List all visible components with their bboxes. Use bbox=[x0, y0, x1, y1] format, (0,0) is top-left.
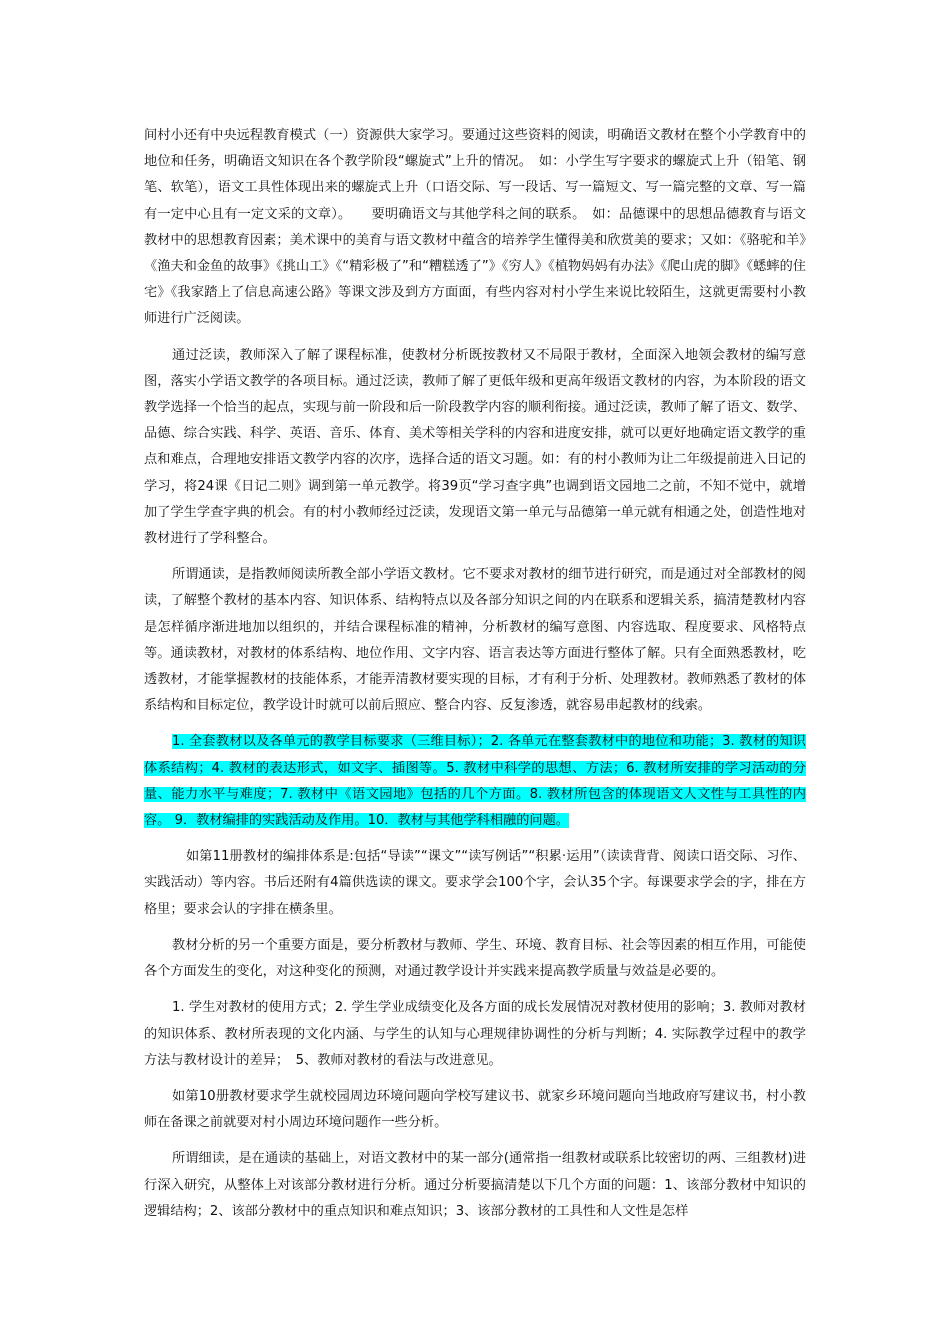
paragraph-book-11-example: 如第11册教材的编排体系是:包括“导读”“课文”“读写例话”“积累·运用”（读读背背、阅读口语交际、习作、实践活动）等内容。书后还附有4篇供选读的课文。要求学会100个字，会认35个字。每课要求学会的字，排在方格里；要求会认的字排在横条里。 bbox=[144, 849, 806, 917]
paragraph-extensive-reading: 通过泛读，教师深入了解了课程标准，使教材分析既按教材又不局限于教材，全面深入地领会教材的编写意图，落实小学语文教学的各项目标。通过泛读，教师了解了更低年级和更高年级语文教材的内容，为本阶段的语文教学选择一个恰当的起点，实现与前一阶段和后一阶段教学内容的顺利衔接。通过泛读，教师了解了语文、数学、品德、综合实践、科学、英语、音乐、体育、美术等相关学科的内容和进度安排，就可以更好地确定语文教学的重点和难点，合理地安排语文教学内容的次序，选择合适的语文习题。如：有的村小教师为让二年级提前进入日记的学习，将24课《日记二则》调到第一单元教学。将39页“学习查字典”也调到语文园地二之前，不知不觉中，就增加了学生学查字典的机会。有的村小教师经过泛读，发现语文第一单元与品德第一单元就有相通之处，创造性地对教材进行了学科整合。 bbox=[144, 347, 806, 547]
document-page bbox=[144, 123, 806, 1235]
paragraph-numbered-factors: 1. 学生对教材的使用方式；2. 学生学业成绩变化及各方面的成长发展情况对教材使用的影响；3. 教师对教材的知识体系、教材所表现的文化内涵、与学生的认知与心理规律协调性的分析与判断；4. 实际教学过程中的教学方法与教材设计的差异； 5、教师对教材的看法与改进意见。 bbox=[144, 1000, 806, 1068]
paragraph-close-reading: 所谓细读，是在通读的基础上，对语文教材中的某一部分(通常指一组教材或联系比较密切的两、三组教材)进行深入研究，从整体上对该部分教材进行分析。通过分析要搞清楚以下几个方面的问题：1、该部分教材中知识的逻辑结构；2、该部分教材中的重点知识和难点知识；3、该部分教材的工具性和人文性是怎样 bbox=[144, 1151, 806, 1219]
paragraph-analysis-interaction: 教材分析的另一个重要方面是，要分析教材与教师、学生、环境、教育目标、社会等因素的相互作用，可能使各个方面发生的变化，对这种变化的预测，对通过教学设计并实践来提高教学质量与效益是必要的。 bbox=[144, 937, 806, 980]
paragraph-book-10-example: 如第10册教材要求学生就校园周边环境问题向学校写建议书、就家乡环境问题向当地政府写建议书，村小教师在备课之前就要对村小周边环境问题作一些分析。 bbox=[144, 1088, 806, 1131]
paragraph-highlighted-list bbox=[144, 729, 806, 834]
paragraph-reading-materials: 间村小还有中央远程教育模式（一）资源供大家学习。要通过这些资料的阅读，明确语文教材在整个小学教育中的地位和任务，明确语文知识在各个教学阶段“螺旋式”上升的情况。 如：小学生写字要求的螺旋式上升（铅笔、钢笔、软笔），语文工具性体现出来的螺旋式上升（口语交际、写一段话、写一篇短文、写一篇完整的文章、写一篇有一定中心且有一定文采的文章）。 要明确语文与其他学科之间的联系。 如：品德课中的思想品德教育与语文教材中的思想教育因素；美术课中的美育与语文教材中蕴含的培养学生懂得美和欣赏美的要求；又如：《骆驼和羊》《渔夫和金鱼的故事》《挑山工》《“精彩极了”和“糟糕透了”》《穷人》《植物妈妈有办法》《爬山虎的脚》《蟋蟀的住宅》《我家踏上了信息高速公路》等课文涉及到方方面面，有些内容对村小学生来说比较陌生，这就更需要村小教师进行广泛阅读。 bbox=[144, 128, 806, 327]
paragraph-general-reading: 所谓通读，是指教师阅读所教全部小学语文教材。它不要求对教材的细节进行研究，而是通过对全部教材的阅读，了解整个教材的基本内容、知识体系、结构特点以及各部分知识之间的内在联系和逻辑关系，搞清楚教材内容是怎样循序渐进地加以组织的，并结合课程标准的精神，分析教材的编写意图、内容选取、程度要求、风格特点等。通读教材，对教材的体系结构、地位作用、文字内容、语言表达等方面进行整体了解。只有全面熟悉教材，吃透教材，才能掌握教材的技能体系，才能弄清教材要实现的目标，才有利于分析、处理教材。教师熟悉了教材的体系结构和目标定位，教学设计时就可以前后照应、整合内容、反复渗透，就容易串起教材的线索。 bbox=[144, 567, 806, 714]
highlighted-list-text: 1. 全套教材以及各单元的教学目标要求（三维目标）；2. 各单元在整套教材中的地位和功能；3. 教材的知识体系结构；4. 教材的表达形式，如文字、插图等。5. 教材中科学的思想、方法；6. 教材所安排的学习活动的分量、能力水平与难度；7. 教材中《语文园地》包括的几个方面。8. 教材所包含的体现语文人文性与工具性的内容。 9．教材编排的实践活动及作用。10．教材与其他学科相融的问题。 bbox=[144, 734, 806, 829]
